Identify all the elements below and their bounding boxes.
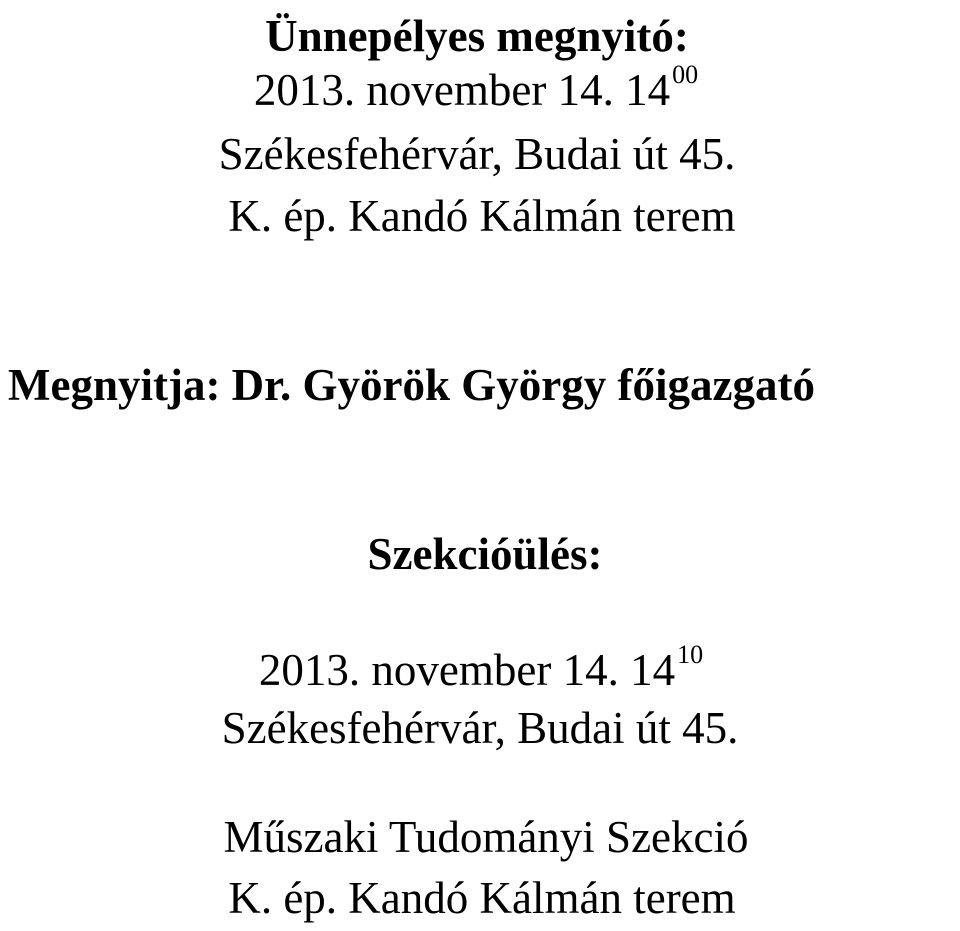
- opening-time-superscript: 00: [672, 60, 699, 89]
- opening-opened-by: Megnyitja: Dr. Györök György főigazgató: [8, 360, 815, 410]
- section-address: Székesfehérvár, Budai út 45.: [221, 703, 739, 753]
- section-name: Műszaki Tudományi Szekció: [223, 812, 749, 862]
- opening-heading: Ünnepélyes megnyitó:: [265, 11, 689, 61]
- opening-address: Székesfehérvár, Budai út 45.: [218, 129, 736, 179]
- section-datetime: [1, 640, 960, 695]
- section-time-superscript: 10: [677, 640, 704, 669]
- opening-room: K. ép. Kandó Kálmán terem: [228, 191, 736, 241]
- opening-date: 2013. november 14. 14: [253, 65, 671, 115]
- opening-datetime: [0, 60, 956, 115]
- section-heading: Szekcióülés:: [367, 529, 603, 579]
- section-room: K. ép. Kandó Kálmán terem: [228, 873, 736, 923]
- section-date: 2013. november 14. 14: [258, 645, 676, 695]
